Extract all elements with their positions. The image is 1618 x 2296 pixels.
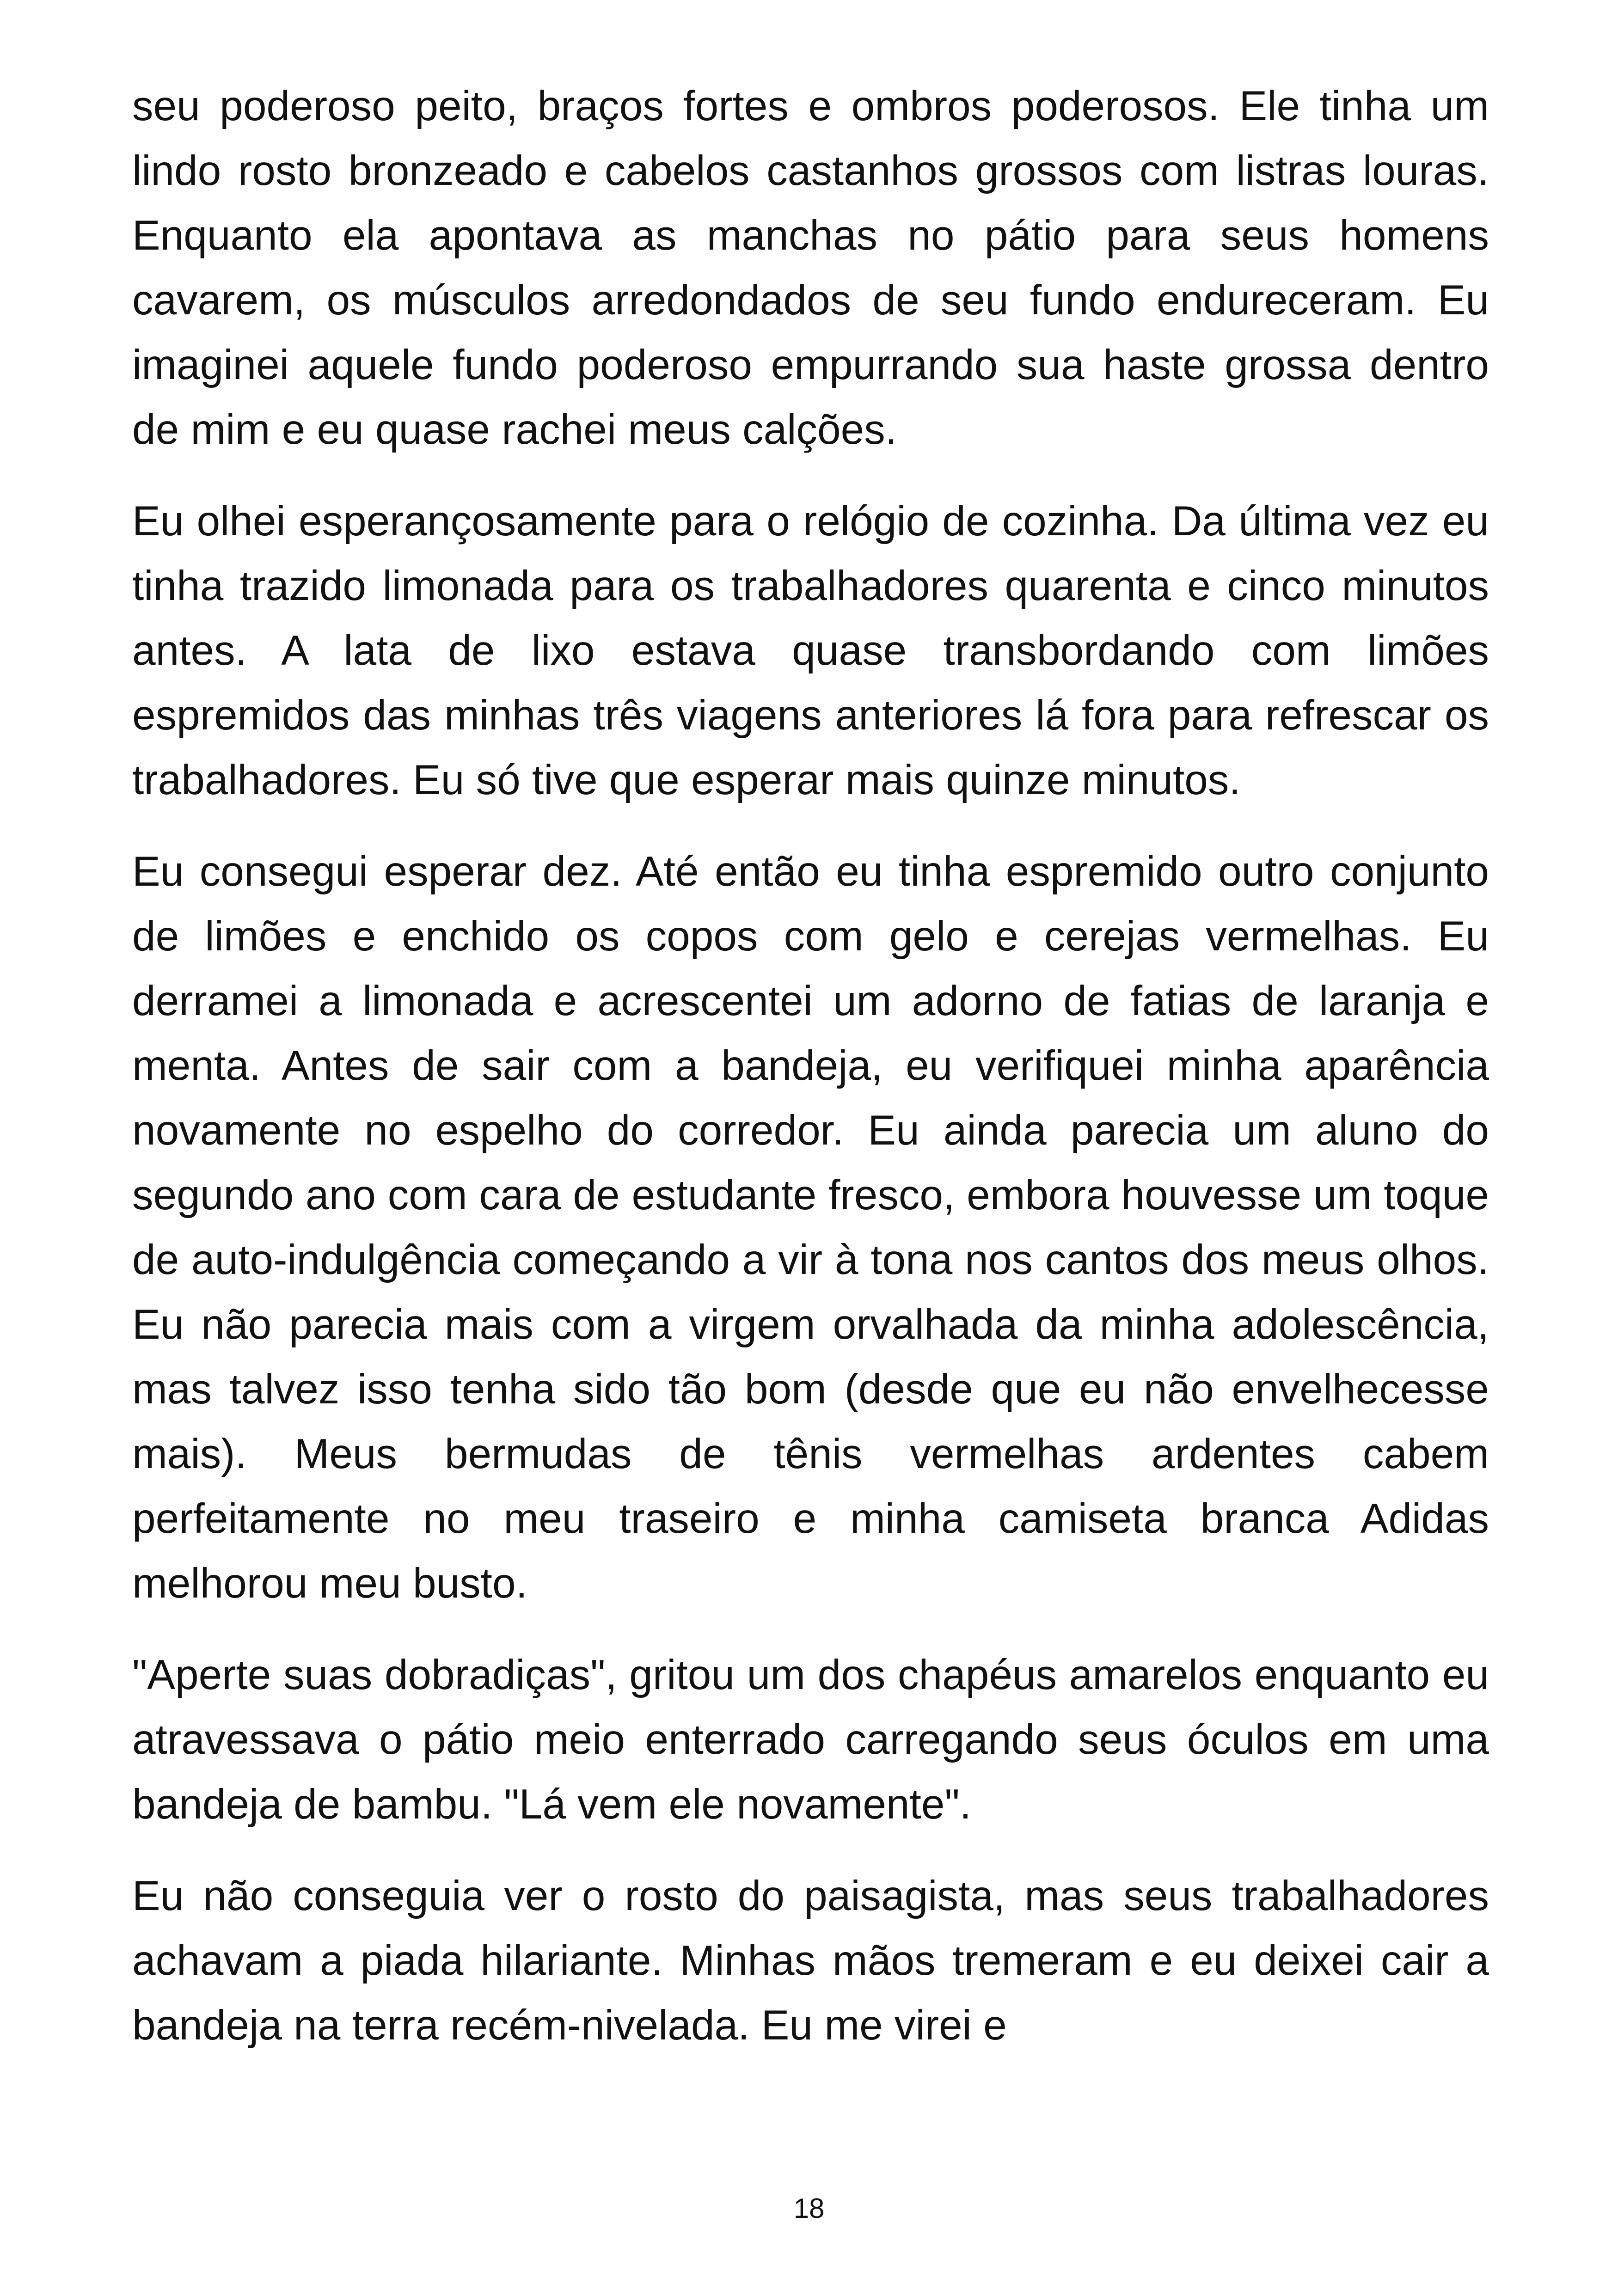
paragraph-1: seu poderoso peito, braços fortes e ombros poderosos. Ele tinha um lindo rosto bronzeado e cabelos castanhos grossos com listras louras. Enquanto ela apontava as manchas no pátio para seus homens cavarem, os músculos arredondados de seu fundo endureceram. Eu imaginei aquele fundo poderoso empurrando sua haste grossa dentro de mim e eu quase rachei meus calções. [132,83,1489,453]
paragraph-5: Eu não conseguia ver o rosto do paisagista, mas seus trabalhadores achavam a piada hilariante. Minhas mãos tremeram e eu deixei cair a bandeja na terra recém-nivelada. Eu me virei e [132,1873,1489,2049]
body-text [132,74,1489,2085]
paragraph-2: Eu olhei esperançosamente para o relógio de cozinha. Da última vez eu tinha trazido limonada para os trabalhadores quarenta e cinco minutos antes. A lata de lixo estava quase transbordando com limões espremidos das minhas três viagens anteriores lá fora para refrescar os trabalhadores. Eu só tive que esperar mais quinze minutos. [132,498,1489,803]
page-number: 18 [793,2193,825,2224]
paragraph-4: "Aperte suas dobradiças", gritou um dos chapéus amarelos enquanto eu atravessava o pátio meio enterrado carregando seus óculos em uma bandeja de bambu. "Lá vem ele novamente". [132,1652,1489,1828]
paragraph-3: Eu consegui esperar dez. Até então eu tinha espremido outro conjunto de limões e enchido os copos com gelo e cerejas vermelhas. Eu derramei a limonada e acrescentei um adorno de fatias de laranja e menta. Antes de sair com a bandeja, eu verifiquei minha aparência novamente no espelho do corredor. Eu ainda parecia um aluno do segundo ano com cara de estudante fresco, embora houvesse um toque de auto-indulgência começando a vir à tona nos cantos dos meus olhos. Eu não parecia mais com a virgem orvalhada da minha adolescência, mas talvez isso tenha sido tão bom (desde que eu não envelhecesse mais). Meus bermudas de tênis vermelhas ardentes cabem perfeitamente no meu traseiro e minha camiseta branca Adidas melhorou meu busto. [132,848,1489,1607]
